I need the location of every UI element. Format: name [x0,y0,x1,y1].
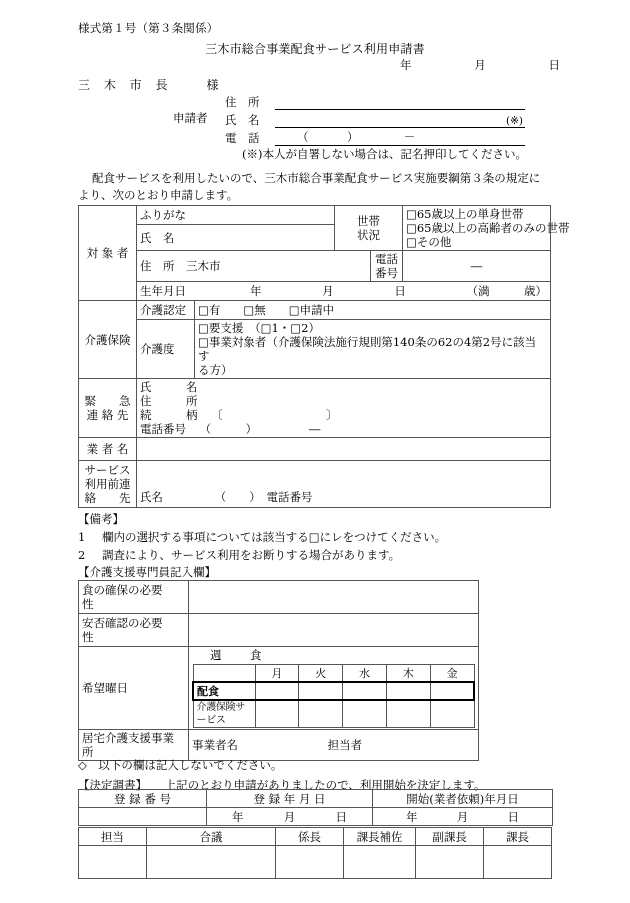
weekday-row-label-insurance [193,700,255,728]
insurance-thu-cell[interactable] [386,700,430,728]
table-row-birthdate [79,282,551,301]
addressee: 三 木 市 長 様 [78,78,224,92]
approval-sign-fukukacho[interactable] [416,846,484,879]
household-option-other[interactable]: □その他 [406,235,452,249]
birth-day-label: 日 [394,284,406,298]
office-name-label: 事業者名 [192,738,238,752]
preservice-blank-area[interactable] [140,464,547,490]
meal-mon-cell[interactable] [255,682,299,700]
date-year-label: 年 [400,58,412,72]
food-need-label-1: 食の確保の必要 [82,583,163,597]
approval-sign-gogi[interactable] [146,846,275,879]
office-label-2: 所 [82,745,94,759]
insurance-fri-cell[interactable] [430,700,474,728]
household-option-single[interactable]: □65歳以上の単身世帯 [406,207,524,221]
certification-label: 介護認定 [137,301,195,320]
table-row-address [79,251,551,282]
emergency-relation-bracket: 〔 〕 [211,408,338,422]
office-label [79,730,189,761]
care-level-label: 介護度 [137,320,195,379]
decision-header-row [79,790,553,808]
furigana-label-cell [137,206,335,225]
target-tel-label-2: 番号 [375,266,398,280]
household-option-elderly-only[interactable]: □65歳以上の高齢者のみの世帯 [406,221,570,235]
date-day-label: 日 [548,58,560,72]
table-row-care-level [79,320,551,379]
office-label-1: 居宅介護支援事業 [82,731,174,745]
remarks-item-1-number: 1 [78,530,86,544]
applicant-tel-input[interactable] [275,130,525,146]
decision-col-reg-date: 登 録 年 月 日 [207,790,373,808]
safety-need-label [79,614,189,647]
applicant-name-row [225,110,525,128]
table-row-vendor [79,438,551,461]
week-count-label: 週 [210,648,222,662]
decision-table [78,789,553,826]
preservice-contact-label-3: 絡 先 [84,491,131,505]
target-tel-label-1: 電話 [375,252,398,266]
emergency-relation-label: 続 柄 [140,408,198,422]
table-row-emergency [79,379,551,438]
start-date-month: 月 [456,809,469,824]
birth-month-label: 月 [322,284,334,298]
approval-sign-kachohosa[interactable] [343,846,415,879]
remarks-section [78,510,552,564]
care-level-options-cell[interactable] [195,320,551,379]
target-address-label: 住 所 三木市 [140,259,221,273]
table-row-food-need [79,581,479,614]
decision-statement: 上記のとおり申請がありましたので、利用開始を決定します。 [164,778,486,792]
preservice-contact-label-2: 利用前連 [84,477,131,491]
care-manager-heading: 【介護支援専門員記入欄】 [78,565,216,579]
intro-paragraph [78,170,552,204]
table-row-furigana [79,206,551,225]
preservice-contact-fields[interactable]: 氏名 （ ） 電話番号 [140,490,313,504]
weekday-grid [192,664,475,728]
approval-table [78,827,552,879]
household-status-label-1: 世帯 [357,214,380,228]
remarks-heading: 【備考】 [78,512,124,526]
weekday-header-mon: 月 [255,665,299,683]
meal-thu-cell[interactable] [386,682,430,700]
preservice-contact-label [79,461,137,508]
start-date-year: 年 [406,809,418,824]
applicant-details-table [78,205,570,508]
approval-header-row [79,828,552,846]
office-value-cell[interactable] [189,730,479,761]
meal-fri-cell[interactable] [430,682,474,700]
birthdate-label: 生年月日 [140,284,186,298]
weekday-schedule-cell [189,647,479,730]
applicant-block [173,92,525,146]
remarks-item-2-text: 調査により、サービス利用をお断りする場合があります。 [102,548,401,562]
table-row-safety-need [79,614,479,647]
decision-heading: 【決定調書】 [78,778,147,792]
approval-sign-tanto[interactable] [79,846,147,879]
vendor-value-cell[interactable] [137,438,551,461]
weekday-grid-insurance-row [193,700,474,728]
emergency-address-row[interactable] [140,394,547,408]
emergency-contact-label-2: 連 絡 先 [86,408,129,422]
emergency-tel-row[interactable] [140,422,547,436]
insurance-mon-cell[interactable] [255,700,299,728]
remarks-item-1 [78,528,552,546]
table-row-preservice-contact [79,461,551,508]
target-person-label: 対 象 者 [79,206,137,301]
target-tel-label-cell [371,251,403,282]
care-level-support-option[interactable]: □要支援 （□1・□2） [198,321,320,335]
reg-date-day: 日 [335,809,347,824]
applicant-address-input[interactable] [275,94,525,110]
weekday-header-tue: 火 [299,665,343,683]
table-row-weekday [79,647,479,730]
target-address-cell[interactable] [137,251,371,282]
reg-date-year: 年 [232,809,244,824]
seal-note: (※)本人が自署しない場合は、記名押印してください。 [242,147,527,161]
insurance-tue-cell[interactable] [299,700,343,728]
header-date-line [400,57,560,73]
weekday-row-label-meal: 配食 [193,682,255,700]
applicant-label: 申請者 [173,111,208,125]
emergency-tel-label: 電話番号 [140,422,186,436]
certification-options-cell[interactable] [195,301,551,320]
weekday-label: 希望曜日 [79,647,189,730]
approval-col-kakaricho: 係長 [276,828,344,846]
food-need-label-2: 性 [82,597,94,611]
approval-col-tanto: 担当 [79,828,147,846]
table-row-office [79,730,479,761]
weekday-grid-meal-row [193,682,474,700]
target-name-label: 氏 名 [140,230,175,245]
birthdate-cell[interactable] [137,282,551,301]
care-manager-table [78,580,479,761]
decision-reg-date-value[interactable] [207,808,373,826]
certification-options[interactable]: □有 □無 □申請中 [198,303,335,317]
approval-signature-row [79,846,552,879]
approval-col-kachohosa: 課長補佐 [343,828,415,846]
approval-sign-kacho[interactable] [484,846,552,879]
meal-wed-cell[interactable] [343,682,387,700]
decision-reg-no-value[interactable] [79,808,207,826]
applicant-name-seal-mark: (※) [506,115,523,127]
emergency-tel-format: （ ） ― [199,422,321,436]
applicant-address-row [225,92,525,110]
household-status-label-2: 状況 [357,228,380,242]
insurance-label: 介護保険 [79,301,137,379]
approval-col-kacho: 課長 [484,828,552,846]
table-row-certification [79,301,551,320]
weekday-grid-header-row [193,665,474,683]
target-tel-dash: ― [470,259,483,273]
preservice-contact-label-1: サービス [84,463,131,477]
weekday-row-label-insurance-1: 介護保険サ [196,702,245,713]
safety-need-value[interactable] [189,614,479,647]
applicant-tel-format: （ ） － [297,130,417,144]
remarks-item-2 [78,546,552,564]
furigana-label: ふりがな [140,208,186,223]
emergency-address-label: 住 所 [140,394,198,408]
date-month-label: 月 [474,58,486,72]
vendor-label: 業 者 名 [79,438,137,461]
care-level-target-option[interactable]: □事業対象者（介護保険法施行規則第140条の62の4第2号に該当す [198,335,537,363]
meal-tue-cell[interactable] [299,682,343,700]
safety-need-label-1: 安否確認の必要 [82,616,163,630]
document-title: 三木市総合事業配食サービス利用申請書 [205,42,425,56]
week-count-line[interactable] [192,648,475,662]
applicant-address-label: 住 所 [225,95,260,109]
decision-start-date-value[interactable] [373,808,553,826]
target-tel-value-cell[interactable] [403,251,551,282]
approval-sign-kakaricho[interactable] [276,846,344,879]
weekday-header-wed: 水 [343,665,387,683]
week-meals-label: 食 [250,648,262,662]
care-level-target-option-cont: る方） [198,363,233,377]
emergency-name-label: 氏 名 [140,380,198,394]
birthdate-fields [250,284,547,298]
remarks-item-1-text: 欄内の選択する事項については該当する□にレをつけてください。 [102,530,447,544]
do-not-fill-notice: ◇ 以下の欄は記入しないでください。 [78,758,283,772]
birth-age-label: （満 歳） [466,284,547,298]
emergency-contact-label-1: 緊 急 [84,394,131,408]
emergency-contact-label [79,379,137,438]
food-need-value[interactable] [189,581,479,614]
decision-value-row [79,808,553,826]
insurance-wed-cell[interactable] [343,700,387,728]
emergency-name-row[interactable] [140,380,547,394]
intro-line-2: より、次のとおり申請します。 [78,188,239,202]
weekday-header-fri: 金 [430,665,474,683]
weekday-header-thu: 木 [386,665,430,683]
approval-col-gogi: 合議 [146,828,275,846]
food-need-label [79,581,189,614]
office-staff-label: 担当者 [327,738,363,752]
emergency-relation-row[interactable] [140,408,547,422]
applicant-name-label: 氏 名 [225,113,260,127]
applicant-name-input[interactable] [275,112,525,128]
intro-line-1: 配食サービスを利用したいので、三木市総合事業配食サービス実施要綱第３条の規定に [92,171,541,185]
remarks-item-2-number: 2 [78,548,86,562]
decision-col-start-date: 開始(業者依頼)年月日 [373,790,553,808]
applicant-tel-row [225,128,525,146]
form-number: 様式第１号（第３条関係） [78,21,219,35]
birth-year-label: 年 [250,284,262,298]
preservice-contact-value-cell[interactable] [137,461,551,508]
weekday-header-blank [193,665,255,683]
applicant-tel-label: 電 話 [225,131,260,145]
emergency-contact-fields[interactable] [137,379,551,438]
weekday-row-label-insurance-2: ービス [196,715,226,726]
household-status-label-cell [335,206,403,251]
decision-col-reg-no: 登 録 番 号 [79,790,207,808]
start-date-day: 日 [507,809,519,824]
reg-date-month: 月 [283,809,296,824]
approval-col-fukukacho: 副課長 [416,828,484,846]
safety-need-label-2: 性 [82,630,94,644]
household-options-cell[interactable] [403,206,570,251]
target-name-cell[interactable] [137,225,335,251]
